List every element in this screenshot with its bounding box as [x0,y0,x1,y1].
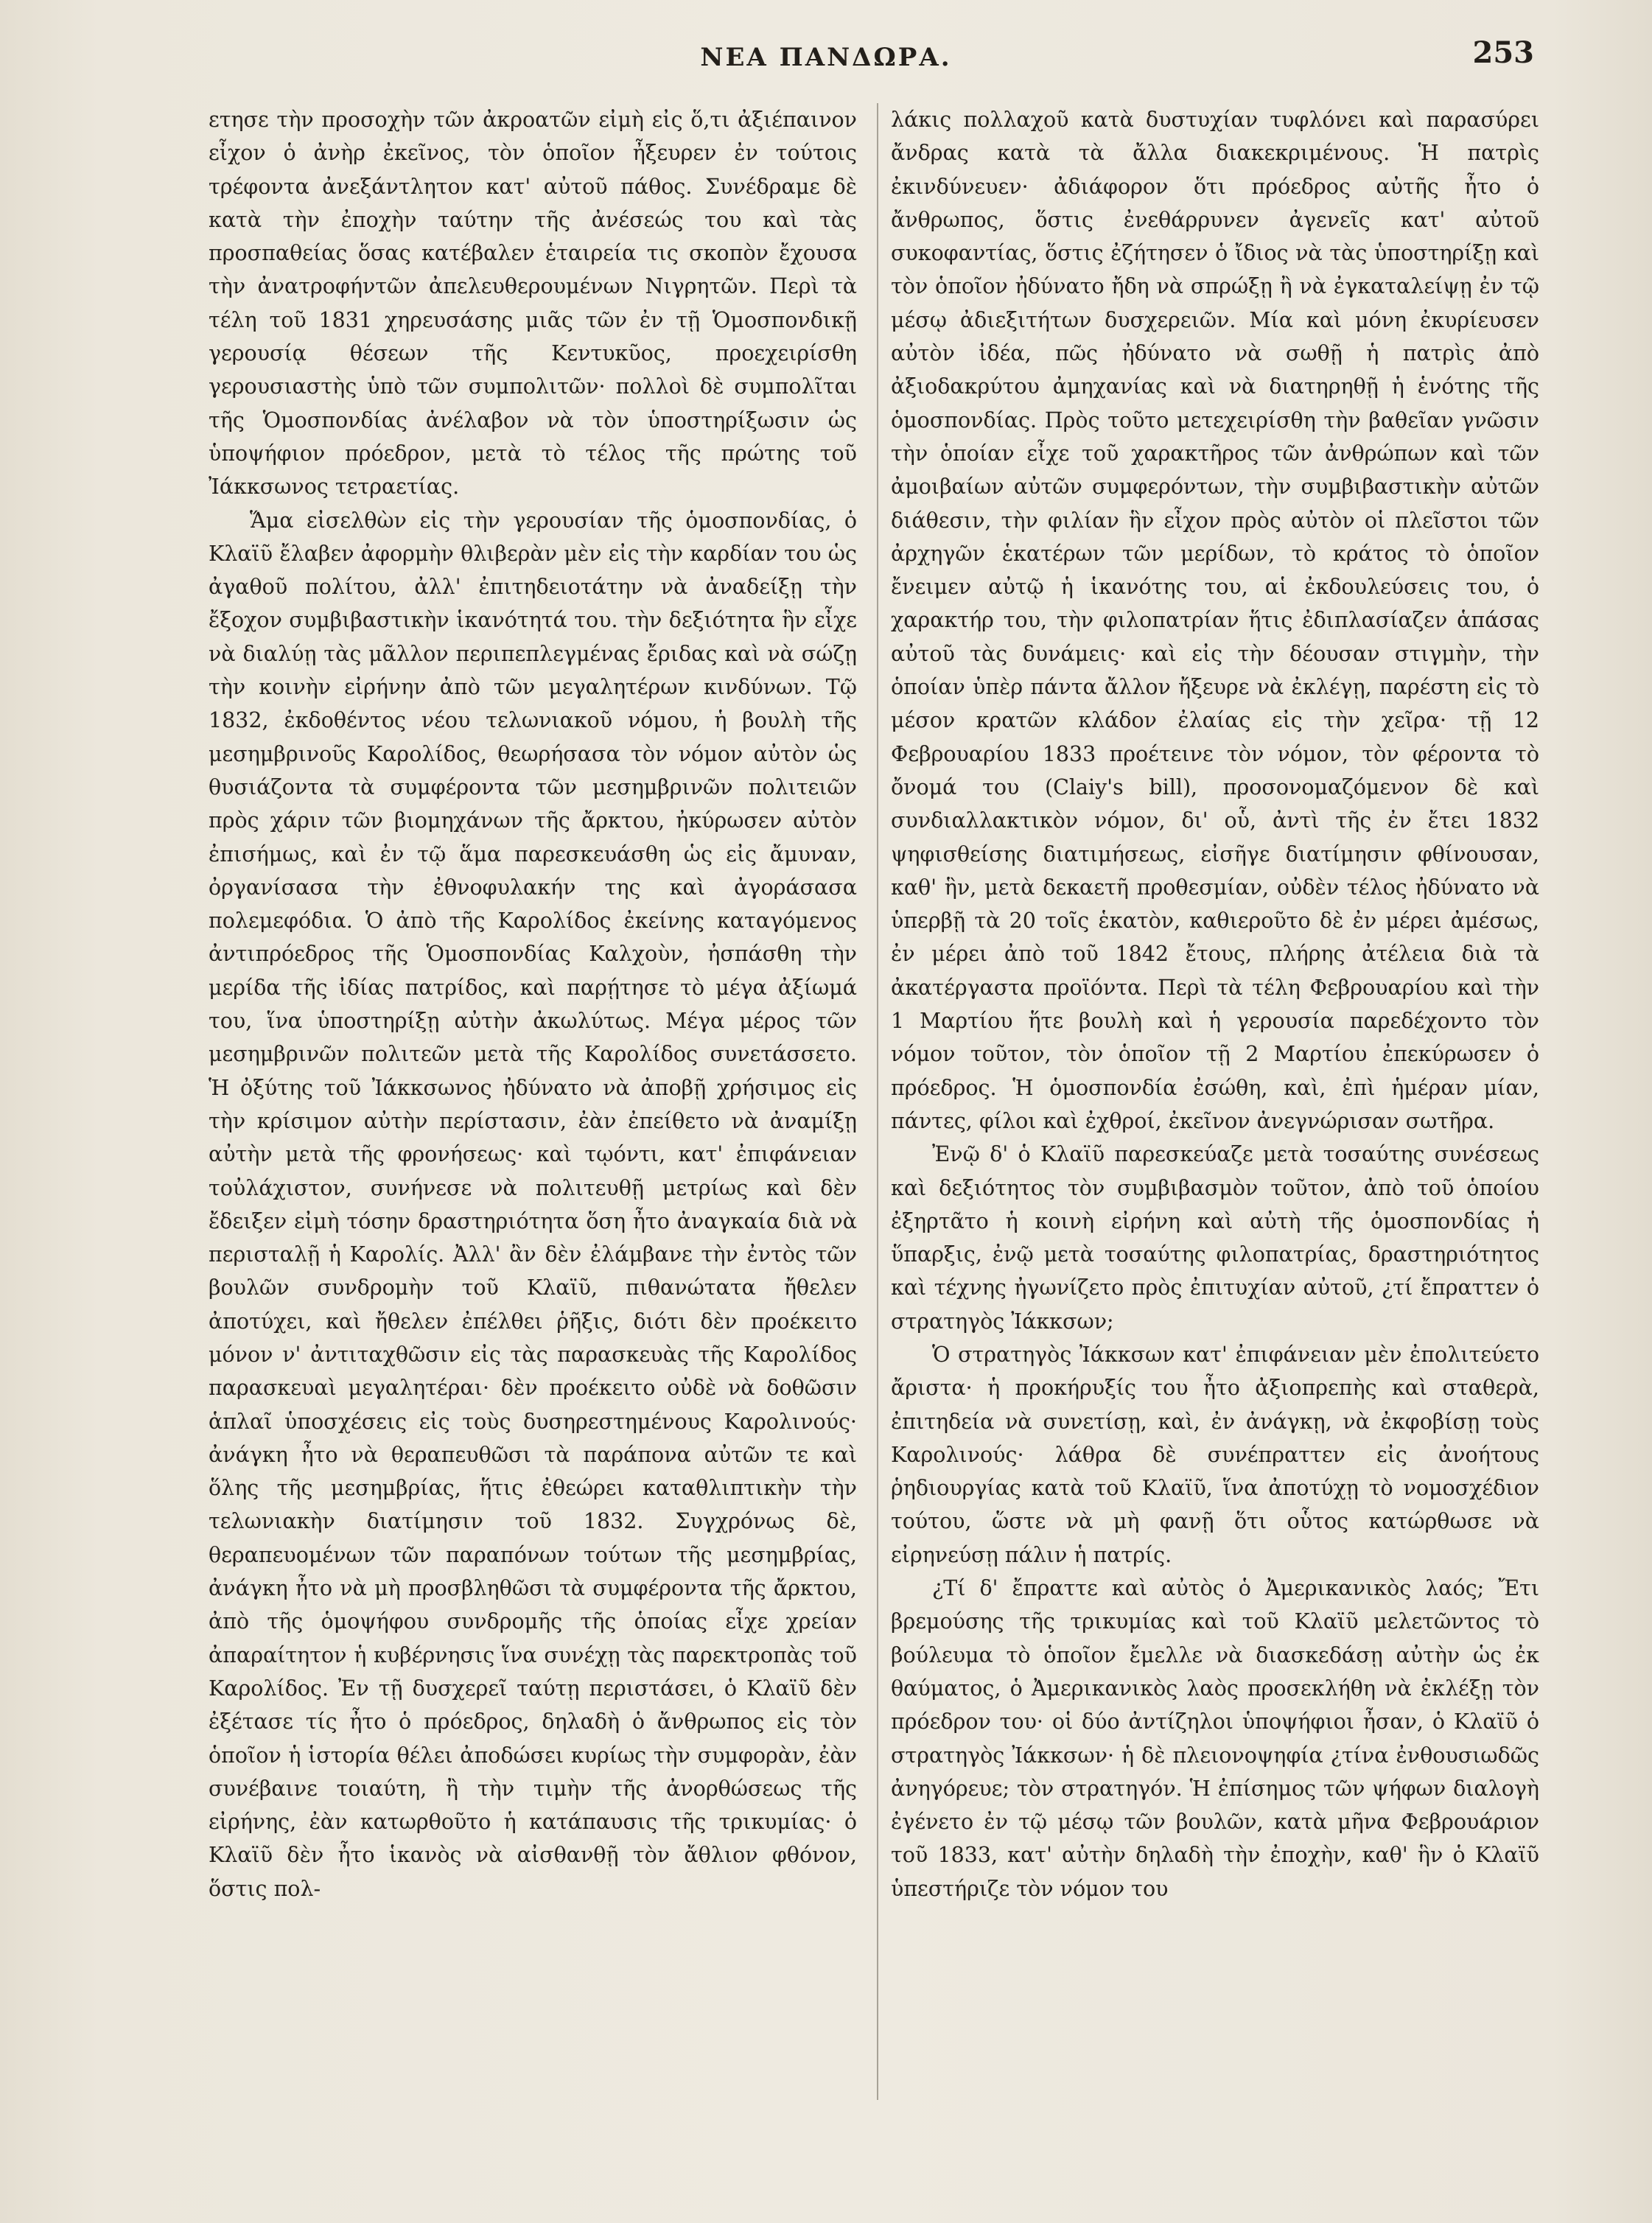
page-number: 253 [1472,35,1534,70]
paragraph: λάκις πολλαχοῦ κατὰ δυστυχίαν τυφλόνει καὶ παρασύρει ἄνδρας κατὰ τὰ ἄλλα διακεκριμένους. Ἡ πατρὶς ἐκινδύνευεν· ἀδιάφορον ὅτι πρόεδρος αὐτῆς ἦτο ὁ ἄνθρωπος, ὅστις ἐνεθάρρυνεν ἀγενεῖς κατ' αὐτοῦ συκοφαντίας, ὅστις ἐζήτησεν ὁ ἴδιος νὰ τὰς ὑποστηρίξῃ καὶ τὸν ὁποῖον ἠδύνατο ἤδη νὰ σπρώξῃ ἢ νὰ ἐγκαταλείψῃ ἐν τῷ μέσῳ ἀδιεξιτήτων δυσχερειῶν. Μία καὶ μόνη ἐκυρίευσεν αὐτὸν ἰδέα, πῶς ἠδύνατο νὰ σωθῇ ἡ πατρὶς ἀπὸ ἀξιοδακρύτου ἀμηχανίας καὶ νὰ διατηρηθῇ ἡ ἑνότης τῆς ὁμοσπονδίας. Πρὸς τοῦτο μετεχειρίσθη τὴν βαθεῖαν γνῶσιν τὴν ὁποίαν εἶχε τοῦ χαρακτῆρος τῶν ἀνθρώπων καὶ τῶν ἀμοιβαίων αὐτῶν συμφερόντων, τὴν συμβιβαστικὴν αὐτῶν διάθεσιν, τὴν φιλίαν ἣν εἶχον πρὸς αὐτὸν οἱ πλεῖστοι τῶν ἀρχηγῶν ἑκατέρων τῶν μερίδων, τὸ κράτος τὸ ὁποῖον ἔνειμεν αὐτῷ ἡ ἱκανότης του, αἱ ἐκδουλεύσεις του, ὁ χαρακτήρ του, τὴν φιλοπατρίαν ἥτις ἐδιπλασίαζεν ἁπάσας αὐτοῦ τὰς δυνάμεις· καὶ εἰς τὴν δέουσαν στιγμὴν, τὴν ὁποίαν ὑπὲρ πάντα ἄλλον ἤξευρε νὰ ἐκλέγῃ, παρέστη εἰς τὸ μέσον κρατῶν κλάδον ἐλαίας εἰς τὴν χεῖρα· τῇ 12 Φεβρουαρίου 1833 προέτεινε τὸν νόμον, τὸν φέροντα τὸ ὄνομά του (Claiy's bill), προσονομαζόμενον δὲ καὶ συνδιαλλακτικὸν νόμον, δι' οὗ, ἀντὶ τῆς ἐν ἔτει 1832 ψηφισθείσης διατιμήσεως, εἰσῆγε διατίμησιν φθίνουσαν, καθ' ἣν, μετὰ δεκαετῆ προθεσμίαν, οὐδὲν τέλος ἠδύνατο νὰ ὑπερβῇ τὰ 20 τοῖς ἑκατὸν, καθιεροῦτο δὲ ἐν μέρει ἀμέσως, ἐν μέρει ἀπὸ τοῦ 1842 ἔτους, πλήρης ἀτέλεια διὰ τὰ ἀκατέργαστα προϊόντα. Περὶ τὰ τέλη Φεβρουαρίου καὶ τὴν 1 Μαρτίου ἥτε βουλὴ καὶ ἡ γερουσία παρεδέχοντο τὸν νόμον τοῦτον, τὸν ὁποῖον τῇ 2 Μαρτίου ἐπεκύρωσεν ὁ πρόεδρος. Ἡ ὁμοσπονδία ἐσώθη, καὶ, ἐπὶ ἡμέραν μίαν, πάντες, φίλοι καὶ ἐχθροί, ἐκεῖνον ἀνεγνώρισαν σωτῆρα. [891,108,1539,1133]
left-column [209,103,857,1905]
paragraph: ετησε τὴν προσοχὴν τῶν ἀκροατῶν εἰμὴ εἰς ὅ,τι ἀξιέπαινον εἶχον ὁ ἀνὴρ ἐκεῖνος, τὸν ὁποῖον ἦξευρεν ἐν τούτοις τρέφοντα ἀνεξάντλητον κατ' αὐτοῦ πάθος. Συνέδραμε δὲ κατὰ τὴν ἐποχὴν ταύτην τῆς ἀνέσεώς του καὶ τὰς προσπαθείας ὅσας κατέβαλεν ἑταιρεία τις σκοπὸν ἔχουσα τὴν ἀνατροφήντῶν ἀπελευθερουμένων Νιγρητῶν. Περὶ τὰ τέλη τοῦ 1831 χηρευσάσης μιᾶς τῶν ἐν τῇ Ὁμοσπονδικῇ γερουσίᾳ θέσεων τῆς Κεντυκῦος, προεχειρίσθη γερουσιαστὴς ὑπὸ τῶν συμπολιτῶν· πολλοὶ δὲ συμπολῖται τῆς Ὁμοσπονδίας ἀνέλαβον νὰ τὸν ὑποστηρίξωσιν ὡς ὑποψήφιον πρόεδρον, μετὰ τὸ τέλος τῆς πρώτης τοῦ Ἰάκκσωνος τετραετίας. [209,108,857,500]
paragraph: Ὁ στρατηγὸς Ἰάκκσων κατ' ἐπιφάνειαν μὲν ἐπολιτεύετο ἄριστα· ἡ προκήρυξίς του ἦτο ἀξιοπρεπὴς καὶ σταθερὰ, ἐπιτηδεία νὰ συνετίσῃ, καὶ, ἐν ἀνάγκῃ, νὰ ἐκφοβίσῃ τοὺς Καρολινούς· λάθρα δὲ συνέπραττεν εἰς ἀνοήτους ῥηδιουργίας κατὰ τοῦ Κλαϊῦ, ἵνα ἀποτύχῃ τὸ νομοσχέδιον τούτου, ὥστε νὰ μὴ φανῇ ὅτι οὗτος κατώρθωσε νὰ εἰρηνεύσῃ πάλιν ἡ πατρίς. [891,1342,1539,1567]
column-divider [877,103,878,2100]
paragraph: Ἅμα εἰσελθὼν εἰς τὴν γερουσίαν τῆς ὁμοσπονδίας, ὁ Κλαϊῦ ἔλαβεν ἀφορμὴν θλιβερὰν μὲν εἰς τὴν καρδίαν του ὡς ἀγαθοῦ πολίτου, ἀλλ' ἐπιτηδειοτάτην νὰ ἀναδείξῃ τὴν ἔξοχον συμβιβαστικὴν ἱκανότητά του. τὴν δεξιότητα ἣν εἶχε νὰ διαλύῃ τὰς μᾶλλον περιπεπλεγμένας ἔριδας καὶ νὰ σώζῃ τὴν κοινὴν εἰρήνην ἀπὸ τῶν μεγαλητέρων κινδύνων. Τῷ 1832, ἐκδοθέντος νέου τελωνιακοῦ νόμου, ἡ βουλὴ τῆς μεσημβρινοῦς Καρολίδος, θεωρήσασα τὸν νόμον αὐτὸν ὡς θυσιάζοντα τὰ συμφέροντα τῶν μεσημβρινῶν πολιτειῶν πρὸς χάριν τῶν βιομηχάνων τῆς ἄρκτου, ἠκύρωσεν αὐτὸν ἐπισήμως, καὶ ἐν τῷ ἅμα παρεσκευάσθη ὡς εἰς ἄμυναν, ὀργανίσασα τὴν ἐθνοφυλακήν της καὶ ἀγοράσασα πολεμεφόδια. Ὁ ἀπὸ τῆς Καρολίδος ἐκείνης καταγόμενος ἀντιπρόεδρος τῆς Ὁμοσπονδίας Καλχοὺν, ἠσπάσθη τὴν μερίδα τῆς ἰδίας πατρίδος, καὶ παρῄτησε τὸ μέγα ἀξίωμά του, ἵνα ὑποστηρίξῃ αὐτὴν ἀκωλύτως. Μέγα μέρος τῶν μεσημβρινῶν πολιτεῶν μετὰ τῆς Καρολίδος συνετάσσετο. Ἡ ὀξύτης τοῦ Ἰάκκσωνος ἠδύνατο νὰ ἀποβῇ χρήσιμος εἰς τὴν κρίσιμον αὐτὴν περίστασιν, ἐὰν ἐπείθετο νὰ ἀναμίξῃ αὐτὴν μετὰ τῆς φρονήσεως· καὶ τῳόντι, κατ' ἐπιφάνειαν τοὐλάχιστον, συνήνεσε νὰ πολιτευθῇ μετρίως καὶ δὲν ἔδειξεν εἰμὴ τόσην δραστηριότητα ὅση ἦτο ἀναγκαία διὰ νὰ περισταλῇ ἡ Καρολίς. Ἀλλ' ἂν δὲν ἐλάμβανε τὴν ἐντὸς τῶν βουλῶν συνδρομὴν τοῦ Κλαϊῦ, πιθανώτατα ἤθελεν ἀποτύχει, καὶ ἤθελεν ἐπέλθει ῥῆξις, διότι δὲν προέκειτο μόνον ν' ἀντιταχθῶσιν εἰς τὰς παρασκευὰς τῆς Καρολίδος παρασκευαὶ μεγαλητέραι· δὲν προέκειτο οὐδὲ νὰ δοθῶσιν ἁπλαῖ ὑποσχέσεις εἰς τοὺς δυσηρεστημένους Καρολινούς· ἀνάγκη ἦτο νὰ θεραπευθῶσι τὰ παράπονα αὐτῶν τε καὶ ὅλης τῆς μεσημβρίας, ἥτις ἐθεώρει καταθλιπτικὴν τὴν τελωνιακὴν διατίμησιν τοῦ 1832. Συγχρόνως δὲ, θεραπευομένων τῶν παραπόνων τούτων τῆς μεσημβρίας, ἀνάγκη ἦτο νὰ μὴ προσβληθῶσι τὰ συμφέροντα τῆς ἄρκτου, ἀπὸ τῆς ὁμοψήφου συνδρομῆς τῆς ὁποίας εἶχε χρείαν ἀπαραίτητον ἡ κυβέρνησις ἵνα συνέχῃ τὰς παρεκτροπὰς τοῦ Καρολίδος. Ἐν τῇ δυσχερεῖ ταύτῃ περιστάσει, ὁ Κλαϊῦ δὲν ἐξέτασε τίς ἦτο ὁ πρόεδρος, δηλαδὴ ὁ ἄνθρωπος εἰς τὸν ὁποῖον ἡ ἱστορία θέλει ἀποδώσει κυρίως τὴν συμφορὰν, ἐὰν συνέβαινε τοιαύτη, ἢ τὴν τιμὴν τῆς ἀνορθώσεως τῆς εἰρήνης, ἐὰν κατωρθοῦτο ἡ κατάπαυσις τῆς τρικυμίας· ὁ Κλαϊῦ δὲν ἦτο ἱκανὸς νὰ αἰσθανθῇ τὸν ἄθλιον φθόνον, ὅστις πολ- [209,508,857,1901]
paragraph: Ἐνῷ δ' ὁ Κλαϊῦ παρεσκεύαζε μετὰ τοσαύτης συνέσεως καὶ δεξιότητος τὸν συμβιβασμὸν τοῦτον, ἀπὸ τοῦ ὁποίου ἐξηρτᾶτο ἡ κοινὴ εἰρήνη καὶ αὐτὴ τῆς ὁμοσπονδίας ἡ ὕπαρξις, ἐνῷ μετὰ τοσαύτης φιλοπατρίας, δραστηριότητος καὶ τέχνης ἠγωνίζετο πρὸς ἐπιτυχίαν αὐτοῦ, ¿τί ἔπραττεν ὁ στρατηγὸς Ἰάκκσων; [891,1142,1539,1334]
paragraph: ¿Τί δ' ἔπραττε καὶ αὐτὸς ὁ Ἀμερικανικὸς λαός; Ἔτι βρεμούσης τῆς τρικυμίας καὶ τοῦ Κλαϊῦ μελετῶντος τὸ βούλευμα τὸ ὁποῖον ἔμελλε νὰ διασκεδάσῃ αὐτὴν ὡς ἐκ θαύματος, ὁ Ἀμερικανικὸς λαὸς προσεκλήθη νὰ ἐκλέξῃ τὸν πρόεδρον του· οἱ δύο ἀντίζηλοι ὑποψήφιοι ἦσαν, ὁ Κλαϊῦ ὁ στρατηγὸς Ἰάκκσων· ἡ δὲ πλειονοψηφία ¿τίνα ἐνθουσιωδῶς ἀνηγόρευε; τὸν στρατηγόν. Ἡ ἐπίσημος τῶν ψήφων διαλογὴ ἐγένετο ἐν τῷ μέσῳ τῶν βουλῶν, κατὰ μῆνα Φεβρουάριον τοῦ 1833, κατ' αὐτὴν δηλαδὴ τὴν ἐποχὴν, καθ' ἣν ὁ Κλαϊῦ ὑπεστήριζε τὸν νόμον του [891,1576,1539,1901]
page-header [0,35,1652,87]
running-title: ΝΕΑ ΠΑΝΔΩΡΑ. [700,43,952,72]
right-column [891,103,1539,1905]
